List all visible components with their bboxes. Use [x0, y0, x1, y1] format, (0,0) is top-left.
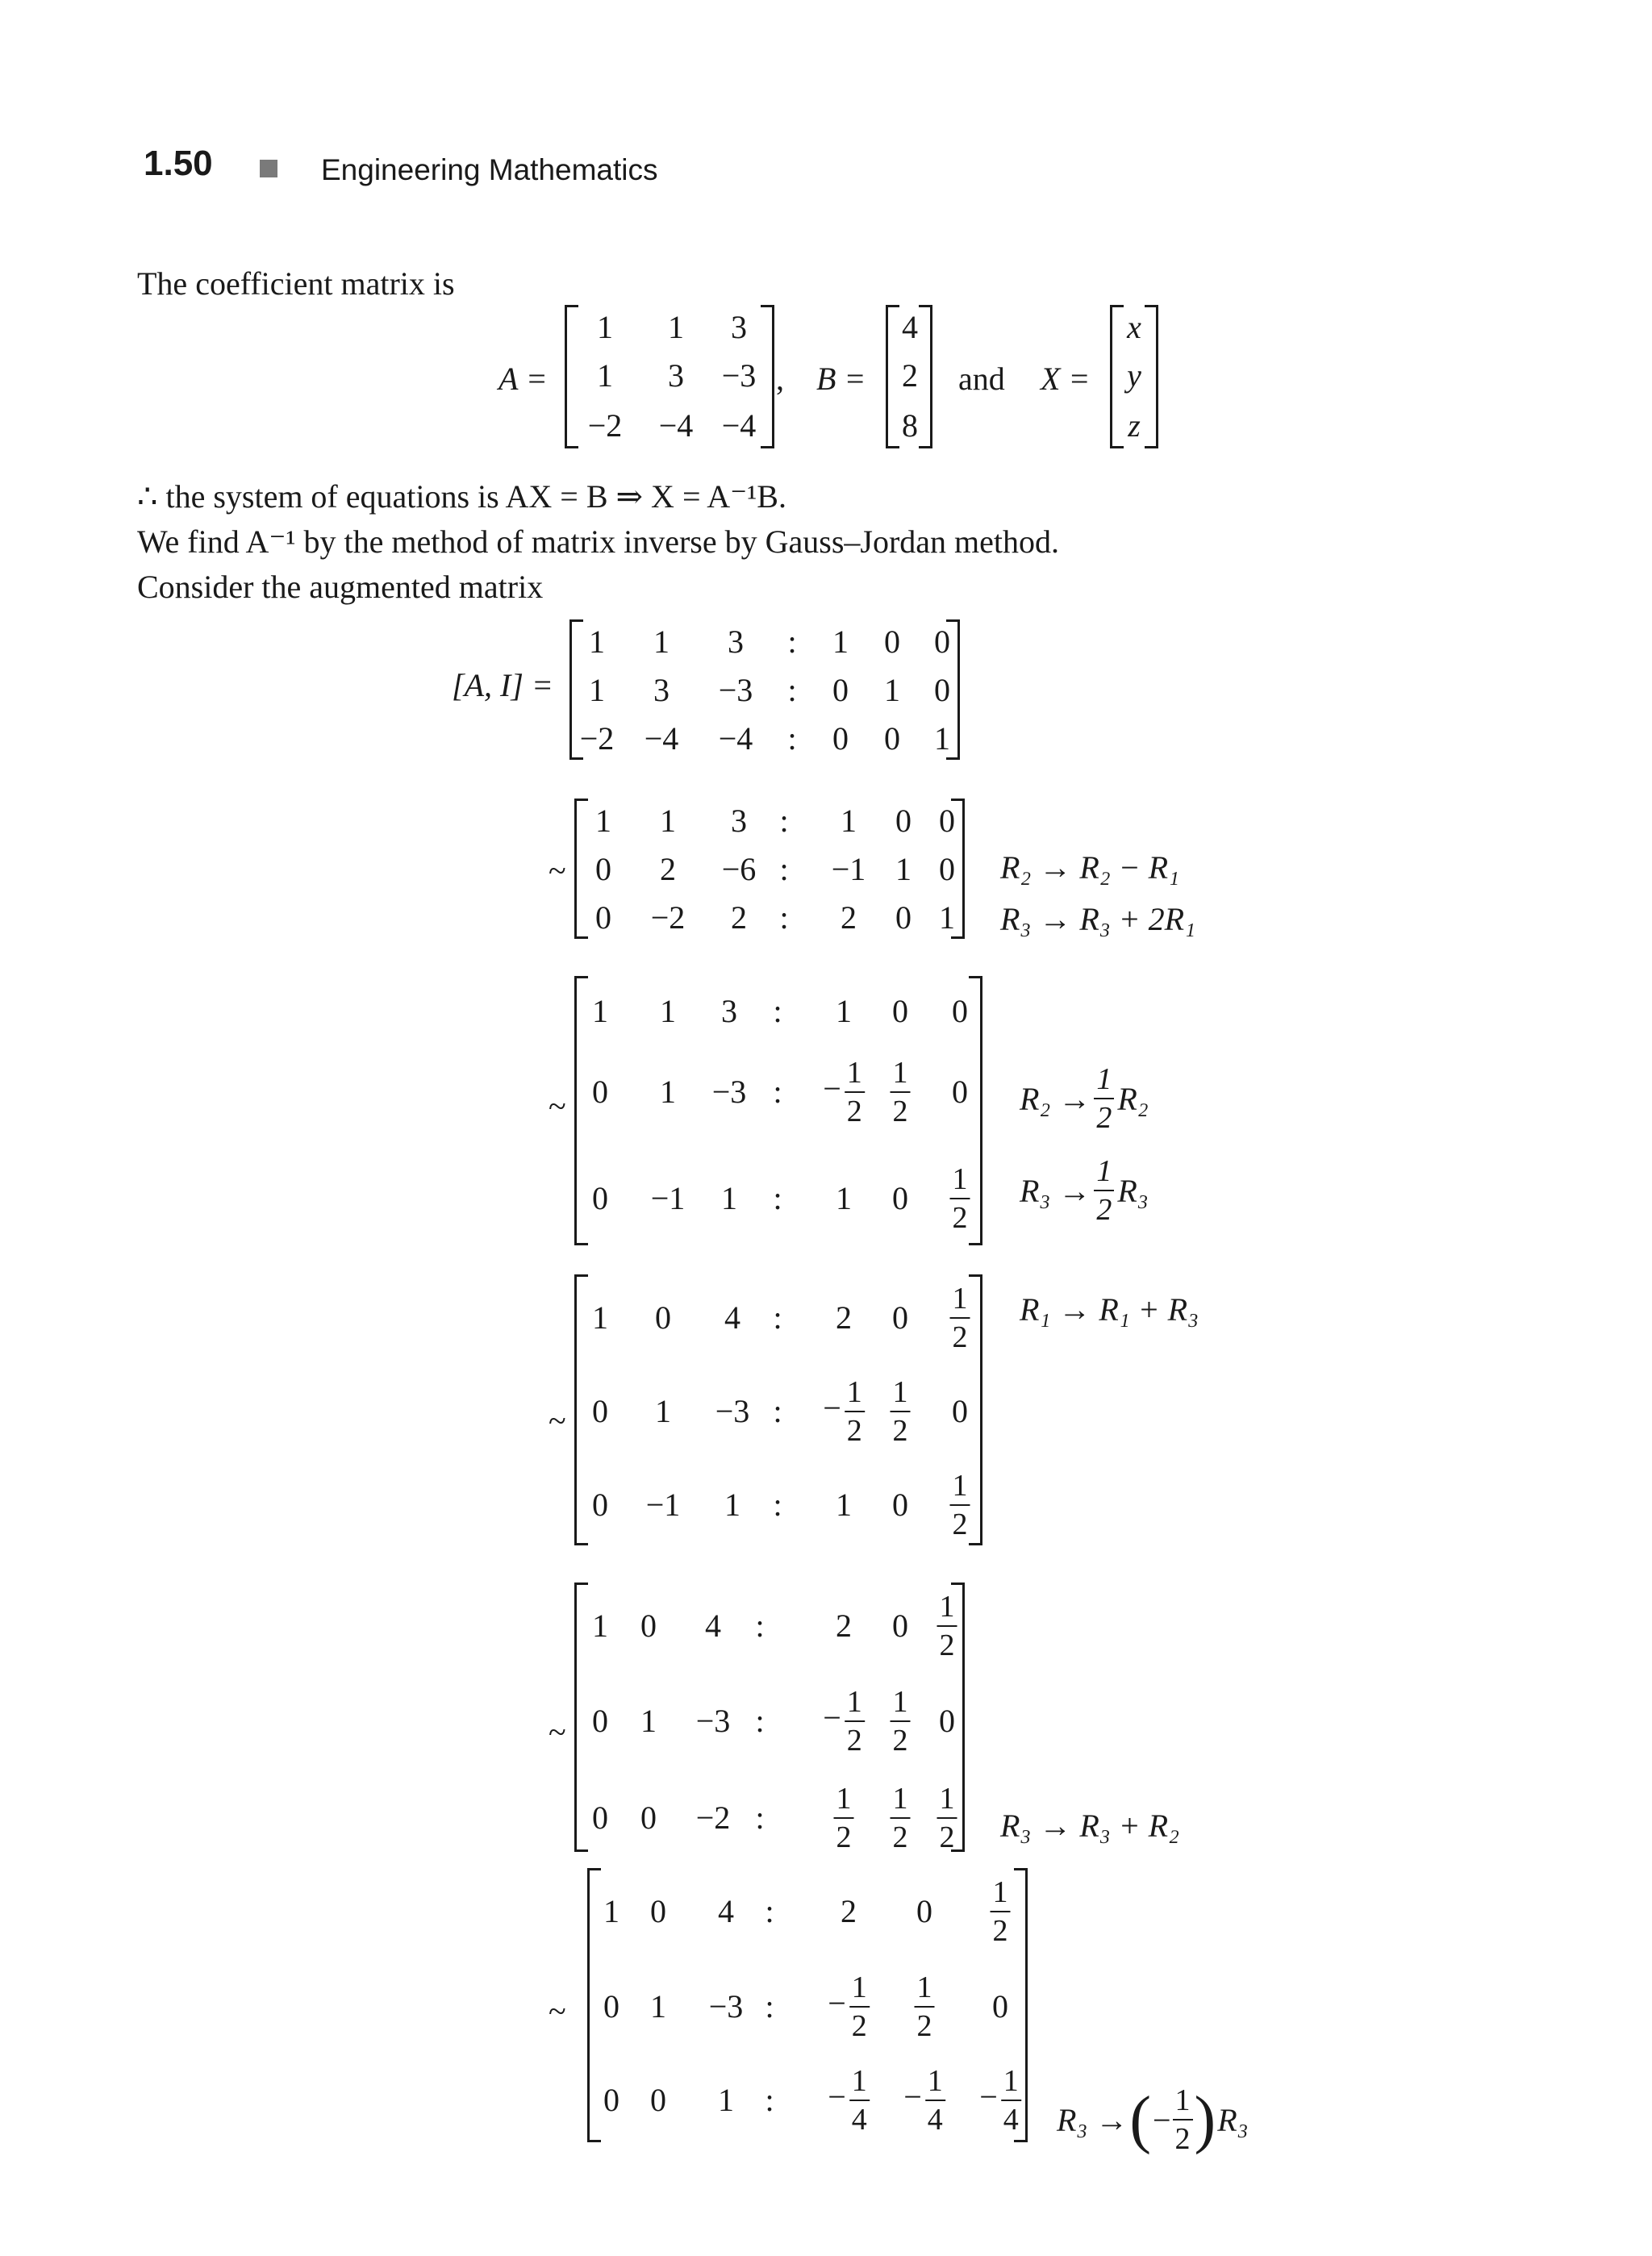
matrix-cell: 2	[841, 1893, 857, 1929]
fraction	[845, 1376, 865, 1447]
separator-colon: :	[773, 1487, 782, 1523]
numerator: 1	[849, 1971, 870, 2008]
denominator: 2	[846, 1724, 862, 1758]
matrix-cell: 4	[718, 1893, 734, 1929]
matrix-cell	[937, 1783, 957, 1854]
tilde-1: ~	[549, 853, 566, 889]
matrix-cell: 8	[902, 407, 918, 444]
matrix-cell: 0	[832, 672, 849, 708]
op-step-2b-target: R₃	[1117, 1172, 1149, 1209]
fraction	[849, 2065, 870, 2136]
matrix-cell: 1	[836, 1180, 852, 1216]
matrix-cell: −6	[721, 851, 757, 887]
denominator: 2	[992, 1914, 1008, 1948]
left-bracket	[565, 305, 578, 448]
left-bracket	[574, 976, 588, 1245]
fraction	[834, 1783, 854, 1854]
minus-sign: −	[979, 2079, 998, 2116]
matrix-cell: 0	[655, 1299, 671, 1336]
denominator: 4	[1003, 2103, 1019, 2137]
matrix-cell: 1	[603, 1893, 620, 1929]
matrix-cell: 1	[895, 851, 912, 887]
denominator: 2	[952, 1320, 968, 1354]
matrix-cell: 1	[836, 993, 852, 1029]
matrix-cell: 3	[653, 672, 670, 708]
denominator: 2	[952, 1201, 968, 1235]
matrix-cell: −4	[721, 407, 757, 444]
matrix-cell: 0	[952, 1074, 968, 1110]
numerator: 1	[891, 1783, 911, 1819]
separator-colon: :	[773, 1299, 782, 1336]
denominator: 2	[892, 1414, 908, 1448]
matrix-cell: 1	[836, 1487, 852, 1523]
matrix-cell: −3	[711, 1074, 747, 1110]
minus-sign: −	[828, 1985, 846, 2022]
separator-colon: :	[787, 720, 797, 757]
numerator: 1	[937, 1591, 957, 1627]
matrix-cell	[937, 1591, 957, 1662]
matrix-cell: 0	[592, 1074, 608, 1110]
numerator: 1	[834, 1783, 854, 1819]
denominator: 2	[939, 1820, 955, 1854]
matrix-step-5	[587, 1868, 1028, 2142]
matrix-cell: 1	[841, 803, 857, 839]
half-num: 1	[1173, 2084, 1193, 2120]
matrix-cell: z	[1128, 407, 1141, 444]
matrix-cell: 0	[640, 1608, 657, 1644]
matrix-cell: 1	[589, 672, 605, 708]
matrix-cell: 1	[884, 672, 900, 708]
separator-colon: :	[755, 1703, 765, 1739]
op-step-2b	[1020, 1155, 1149, 1226]
matrix-cell: 2	[660, 851, 676, 887]
matrix-cell: 2	[836, 1608, 852, 1644]
numerator: 1	[915, 1971, 935, 2008]
matrix-cell	[950, 1470, 970, 1541]
matrix-cell: 0	[952, 1393, 968, 1429]
denominator: 2	[892, 1724, 908, 1758]
numerator: 1	[950, 1282, 970, 1319]
matrix-step-3	[574, 1274, 982, 1545]
matrix-cell: 0	[934, 672, 950, 708]
numerator: 1	[845, 1686, 865, 1722]
matrix-cell	[828, 2065, 870, 2136]
matrix-cell: 1	[655, 1393, 671, 1429]
left-bracket	[886, 305, 899, 448]
matrix-cell: −2	[650, 899, 686, 936]
fraction	[950, 1282, 970, 1353]
separator-colon: :	[773, 1393, 782, 1429]
matrix-cell: 1	[939, 899, 955, 936]
system-text: ∴ the system of equations is AX = B ⇒ X = A⁻¹B.	[137, 478, 786, 515]
tilde-4: ~	[549, 1714, 566, 1750]
matrix-cell: 0	[832, 720, 849, 757]
op-step-5-target: R₃	[1217, 2101, 1249, 2138]
matrix-cell: 0	[892, 1608, 908, 1644]
op-step-5	[1057, 2084, 1249, 2155]
half-den: 2	[1096, 1193, 1112, 1227]
matrix-cell: 0	[650, 1893, 666, 1929]
matrix-cell	[823, 1686, 865, 1757]
matrix-cell: 0	[884, 720, 900, 757]
matrix-cell	[979, 2065, 1021, 2136]
matrix-cell: −4	[644, 720, 679, 757]
matrix-cell: 0	[892, 1299, 908, 1336]
half-fraction	[1094, 1063, 1114, 1134]
fraction	[891, 1783, 911, 1854]
b-label: B =	[816, 361, 866, 397]
matrix-cell: 0	[939, 803, 955, 839]
op-step-1a: R₂ → R₂ − R₁	[1000, 849, 1180, 886]
matrix-cell: y	[1127, 357, 1141, 394]
matrix-cell: 1	[724, 1487, 740, 1523]
minus-sign: −	[823, 1070, 841, 1107]
separator-colon: :	[765, 2082, 774, 2118]
matrix-x	[1110, 305, 1158, 448]
fraction	[950, 1470, 970, 1541]
matrix-cell: −2	[587, 407, 623, 444]
matrix-b	[886, 305, 932, 448]
numerator: 1	[925, 2065, 945, 2101]
matrix-cell: −1	[645, 1487, 681, 1523]
fraction	[915, 1971, 935, 2042]
running-title: Engineering Mathematics	[321, 153, 658, 186]
matrix-cell: 3	[721, 993, 737, 1029]
denominator: 2	[952, 1507, 968, 1541]
matrix-cell: 1	[718, 2082, 734, 2118]
consider-text: Consider the augmented matrix	[137, 569, 544, 605]
matrix-cell	[891, 1783, 911, 1854]
matrix-cell: 0	[934, 623, 950, 660]
matrix-cell: 1	[640, 1703, 657, 1739]
matrix-cell: 0	[640, 1799, 657, 1836]
numerator: 1	[950, 1470, 970, 1506]
matrix-cell: −1	[650, 1180, 686, 1216]
matrix-step-2	[574, 976, 982, 1245]
matrix-cell: 1	[660, 1074, 676, 1110]
minus-sign: −	[903, 2079, 922, 2116]
left-bracket	[574, 799, 588, 939]
matrix-cell: 1	[660, 993, 676, 1029]
matrix-cell: −2	[695, 1799, 731, 1836]
matrix-cell: 0	[952, 993, 968, 1029]
fraction	[891, 1376, 911, 1447]
matrix-cell: 0	[892, 1180, 908, 1216]
matrix-cell	[834, 1783, 854, 1854]
matrix-step-4	[574, 1583, 965, 1852]
matrix-cell: 1	[597, 357, 613, 394]
fraction	[891, 1686, 911, 1757]
tilde-2: ~	[549, 1088, 566, 1124]
separator-colon: :	[773, 1180, 782, 1216]
matrix-cell: 0	[603, 2082, 620, 2118]
numerator: 1	[891, 1686, 911, 1722]
fraction	[845, 1057, 865, 1128]
matrix-cell: 2	[841, 899, 857, 936]
denominator: 2	[851, 2009, 867, 2043]
minus-sign: −	[1152, 2101, 1171, 2138]
separator-colon: :	[779, 803, 789, 839]
intro-text: The coefficient matrix is	[137, 265, 455, 302]
denominator: 2	[892, 1820, 908, 1854]
separator-colon: :	[787, 672, 797, 708]
fraction	[991, 1876, 1011, 1947]
right-bracket	[1145, 305, 1158, 448]
separator-colon: :	[779, 899, 789, 936]
right-bracket	[919, 305, 932, 448]
matrix-cell	[991, 1876, 1011, 1947]
matrix-cell: 0	[892, 993, 908, 1029]
numerator: 1	[1001, 2065, 1021, 2101]
matrix-cell: 0	[895, 899, 912, 936]
separator-colon: :	[755, 1799, 765, 1836]
numerator: 1	[891, 1376, 911, 1412]
denominator: 2	[939, 1628, 955, 1662]
numerator: 1	[991, 1876, 1011, 1912]
matrix-cell: 1	[660, 803, 676, 839]
minus-sign: −	[828, 2079, 846, 2116]
fraction	[937, 1783, 957, 1854]
matrix-cell: 0	[595, 851, 611, 887]
matrix-cell: 4	[902, 309, 918, 345]
right-bracket	[969, 1274, 982, 1545]
matrix-cell: 0	[592, 1703, 608, 1739]
matrix-cell: 0	[592, 1393, 608, 1429]
separator-colon: :	[755, 1608, 765, 1644]
denominator: 2	[916, 2009, 932, 2043]
fraction	[937, 1591, 957, 1662]
tilde-3: ~	[549, 1403, 566, 1439]
matrix-cell	[915, 1971, 935, 2042]
matrix-cell: −3	[715, 1393, 750, 1429]
matrix-cell: 0	[884, 623, 900, 660]
matrix-cell: 0	[592, 1799, 608, 1836]
left-bracket	[1110, 305, 1124, 448]
right-bracket	[969, 976, 982, 1245]
matrix-cell: 0	[650, 2082, 666, 2118]
x-label: X =	[1041, 361, 1091, 397]
right-bracket	[761, 305, 774, 448]
matrix-cell: 0	[595, 899, 611, 936]
separator-colon: :	[787, 623, 797, 660]
matrix-cell	[903, 2065, 945, 2136]
denominator: 2	[836, 1820, 852, 1854]
matrix-cell: 1	[668, 309, 684, 345]
and-text: and	[958, 361, 1005, 397]
op-step-5-arrow: R₃ →	[1057, 2101, 1128, 2138]
matrix-cell: 3	[731, 309, 747, 345]
matrix-cell: 1	[721, 1180, 737, 1216]
matrix-cell: 0	[592, 1487, 608, 1523]
numerator: 1	[845, 1376, 865, 1412]
half-num: 1	[1094, 1155, 1114, 1191]
denominator: 4	[851, 2103, 867, 2137]
numerator: 1	[937, 1783, 957, 1819]
page-number: 1.50	[144, 144, 213, 183]
matrix-a	[565, 305, 774, 448]
matrix-cell: 1	[592, 1608, 608, 1644]
matrix-cell: 1	[650, 1988, 666, 2025]
left-bracket	[574, 1583, 588, 1852]
comma: ,	[776, 361, 784, 397]
matrix-cell: −2	[579, 720, 615, 757]
op-step-3: R₁ → R₁ + R₃	[1020, 1291, 1199, 1328]
matrix-cell: 0	[992, 1988, 1008, 2025]
left-bracket	[574, 1274, 588, 1545]
matrix-cell: 0	[892, 1487, 908, 1523]
fraction	[950, 1163, 970, 1234]
fraction	[925, 2065, 945, 2136]
matrix-cell: 1	[589, 623, 605, 660]
matrix-cell: 1	[595, 803, 611, 839]
matrix-cell: 2	[731, 899, 747, 936]
matrix-cell: 2	[836, 1299, 852, 1336]
separator-colon: :	[765, 1893, 774, 1929]
matrix-cell	[891, 1057, 911, 1128]
half-fraction	[1173, 2084, 1193, 2155]
op-step-4: R₃ → R₃ + R₂	[1000, 1808, 1180, 1844]
matrix-cell: −4	[658, 407, 694, 444]
op-step-2a	[1020, 1063, 1149, 1134]
matrix-cell: −1	[831, 851, 866, 887]
op-step-1b: R₃ → R₃ + 2R₁	[1000, 901, 1196, 937]
matrix-cell: 3	[731, 803, 747, 839]
matrix-cell: 4	[724, 1299, 740, 1336]
header-square-icon	[260, 160, 277, 177]
op-step-2b-arrow: R₃ →	[1020, 1172, 1091, 1209]
numerator: 1	[845, 1057, 865, 1093]
op-step-2a-target: R₂	[1117, 1080, 1149, 1117]
matrix-cell: 0	[895, 803, 912, 839]
fraction	[845, 1686, 865, 1757]
matrix-cell	[950, 1282, 970, 1353]
matrix-cell: −3	[695, 1703, 731, 1739]
matrix-cell: 0	[592, 1180, 608, 1216]
matrix-cell	[891, 1686, 911, 1757]
matrix-cell: −3	[721, 357, 757, 394]
matrix-cell: 1	[653, 623, 670, 660]
numerator: 1	[950, 1163, 970, 1199]
matrix-step-1	[574, 799, 965, 939]
matrix-cell: −3	[708, 1988, 744, 2025]
matrix-cell	[828, 1971, 870, 2042]
matrix-cell: −4	[718, 720, 753, 757]
minus-sign: −	[823, 1699, 841, 1737]
matrix-cell: 4	[705, 1608, 721, 1644]
augmented-label: [A, I] =	[452, 667, 553, 703]
matrix-cell	[891, 1376, 911, 1447]
right-paren: )	[1194, 2084, 1216, 2155]
matrix-cell: −3	[718, 672, 753, 708]
left-paren: (	[1129, 2084, 1151, 2155]
matrix-cell: 0	[603, 1988, 620, 2025]
separator-colon: :	[773, 1074, 782, 1110]
matrix-cell: 1	[592, 993, 608, 1029]
matrix-cell: 2	[902, 357, 918, 394]
matrix-cell: 3	[728, 623, 744, 660]
matrix-cell	[823, 1376, 865, 1447]
matrix-cell: 0	[939, 1703, 955, 1739]
half-num: 1	[1094, 1063, 1114, 1099]
fraction	[849, 1971, 870, 2042]
matrix-cell	[823, 1057, 865, 1128]
matrix-cell: 1	[934, 720, 950, 757]
find-text: We find A⁻¹ by the method of matrix inverse by Gauss–Jordan method.	[137, 523, 1060, 560]
numerator: 1	[891, 1057, 911, 1093]
matrix-cell: 1	[832, 623, 849, 660]
half-den: 2	[1096, 1101, 1112, 1135]
matrix-cell: 3	[668, 357, 684, 394]
half-den: 2	[1174, 2122, 1191, 2156]
denominator: 2	[846, 1095, 862, 1128]
matrix-cell: 0	[916, 1893, 932, 1929]
augmented-matrix	[569, 619, 960, 760]
matrix-cell: 1	[597, 309, 613, 345]
left-bracket	[587, 1868, 601, 2142]
a-label: A =	[499, 361, 548, 397]
tilde-5: ~	[549, 1993, 566, 2029]
op-step-2a-arrow: R₂ →	[1020, 1080, 1091, 1117]
denominator: 2	[892, 1095, 908, 1128]
matrix-cell: 1	[592, 1299, 608, 1336]
matrix-cell: x	[1127, 309, 1141, 345]
fraction	[1001, 2065, 1021, 2136]
separator-colon: :	[773, 993, 782, 1029]
fraction	[891, 1057, 911, 1128]
minus-sign: −	[823, 1390, 841, 1427]
denominator: 2	[846, 1414, 862, 1448]
separator-colon: :	[765, 1988, 774, 2025]
numerator: 1	[849, 2065, 870, 2101]
separator-colon: :	[779, 851, 789, 887]
matrix-cell	[950, 1163, 970, 1234]
matrix-cell: 0	[939, 851, 955, 887]
half-fraction	[1094, 1155, 1114, 1226]
denominator: 4	[927, 2103, 943, 2137]
